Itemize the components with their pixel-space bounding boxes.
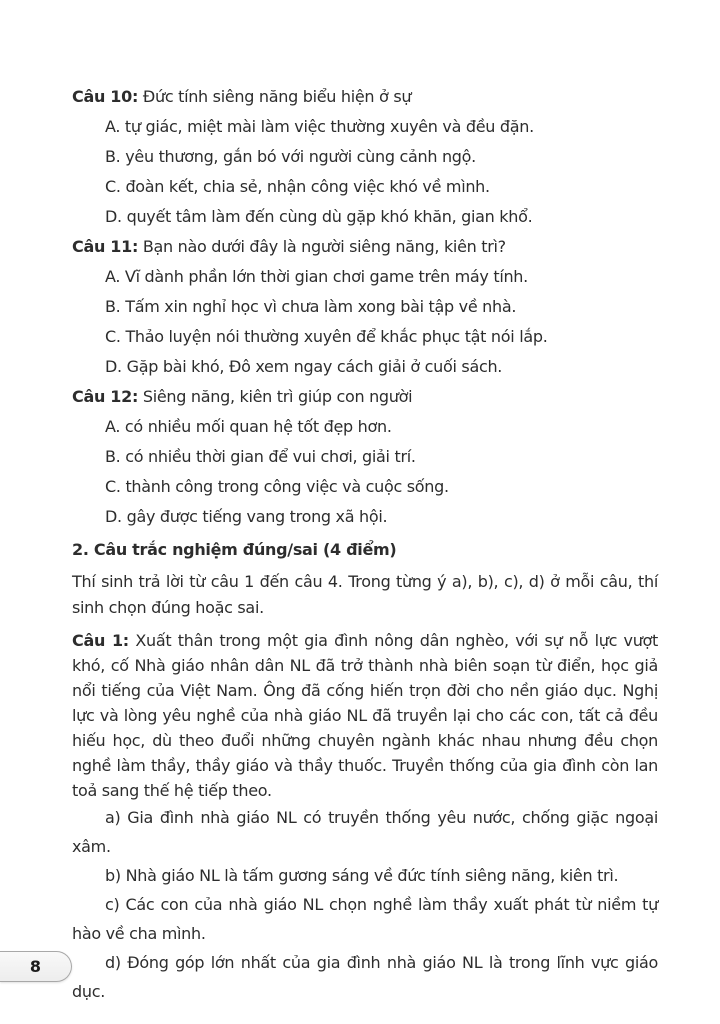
question-11-option-d: D. Gặp bài khó, Đô xem ngay cách giải ở cuối sách. (105, 357, 503, 376)
page-number: 8 (29, 957, 42, 976)
question-12-option-c: C. thành công trong công việc và cuộc sống. (105, 477, 449, 496)
statement-a: a) Gia đình nhà giáo NL có truyền thống yêu nước, chống giặc ngoại xâm. (72, 808, 658, 856)
page-content (72, 82, 658, 1006)
statement-d: d) Đóng góp lớn nhất của gia đình nhà giáo NL là trong lĩnh vực giáo dục. (72, 953, 658, 1001)
question-12 (72, 382, 658, 412)
question-11-label: Câu 11: (72, 237, 139, 256)
question-11-option-b: B. Tấm xin nghỉ học vì chưa làm xong bài tập về nhà. (105, 297, 517, 316)
statement-c: c) Các con của nhà giáo NL chọn nghề làm thầy xuất phát từ niềm tự hào về cha mình. (72, 895, 658, 943)
question-1-body: Xuất thân trong một gia đình nông dân nghèo, với sự nỗ lực vượt khó, cố Nhà giáo nhân dân NL đã trở thành nhà biên soạn từ điển, học giả nổi tiếng của Việt Nam. Ông đã cống hiến trọn đời cho nền giáo dục. Nghị lực và lòng yêu nghề của nhà giáo NL đã truyền lại cho các con, tất cả đều hiếu học, dù theo đuổi những chuyên ngành khác nhau nhưng đều chọn nghề làm thầy, thầy giáo và thầy thuốc. Truyền thống của gia đình còn lan toả sang thế hệ tiếp theo. (72, 631, 658, 800)
page-number-tab (0, 951, 72, 982)
question-12-text: Siêng năng, kiên trì giúp con người (142, 387, 413, 406)
question-10-option-a: A. tự giác, miệt mài làm việc thường xuyên và đều đặn. (105, 117, 534, 136)
question-1-passage (72, 628, 658, 803)
question-11 (72, 232, 658, 262)
question-10-option-d: D. quyết tâm làm đến cùng dù gặp khó khăn, gian khổ. (105, 207, 533, 226)
question-12-option-d: D. gây được tiếng vang trong xã hội. (105, 507, 388, 526)
question-10-text: Đức tính siêng năng biểu hiện ở sự (142, 87, 412, 106)
question-11-option-a: A. Vĩ dành phần lớn thời gian chơi game trên máy tính. (105, 267, 528, 286)
section-intro: Thí sinh trả lời từ câu 1 đến câu 4. Trong từng ý a), b), c), d) ở mỗi câu, thí sinh chọn đúng hoặc sai. (72, 572, 658, 617)
question-11-option-c: C. Thảo luyện nói thường xuyên để khắc phục tật nói lắp. (105, 327, 548, 346)
section-heading: 2. Câu trắc nghiệm đúng/sai (4 điểm) (72, 540, 397, 559)
statement-b: b) Nhà giáo NL là tấm gương sáng về đức tính siêng năng, kiên trì. (105, 866, 619, 885)
question-10-option-b: B. yêu thương, gắn bó với người cùng cảnh ngộ. (105, 147, 476, 166)
question-10-option-c: C. đoàn kết, chia sẻ, nhận công việc khó về mình. (105, 177, 490, 196)
question-12-option-a: A. có nhiều mối quan hệ tốt đẹp hơn. (105, 417, 392, 436)
question-10-label: Câu 10: (72, 87, 139, 106)
question-12-label: Câu 12: (72, 387, 139, 406)
question-10 (72, 82, 658, 112)
question-12-option-b: B. có nhiều thời gian để vui chơi, giải trí. (105, 447, 416, 466)
question-1-label: Câu 1: (72, 631, 129, 650)
question-11-text: Bạn nào dưới đây là người siêng năng, kiên trì? (142, 237, 506, 256)
